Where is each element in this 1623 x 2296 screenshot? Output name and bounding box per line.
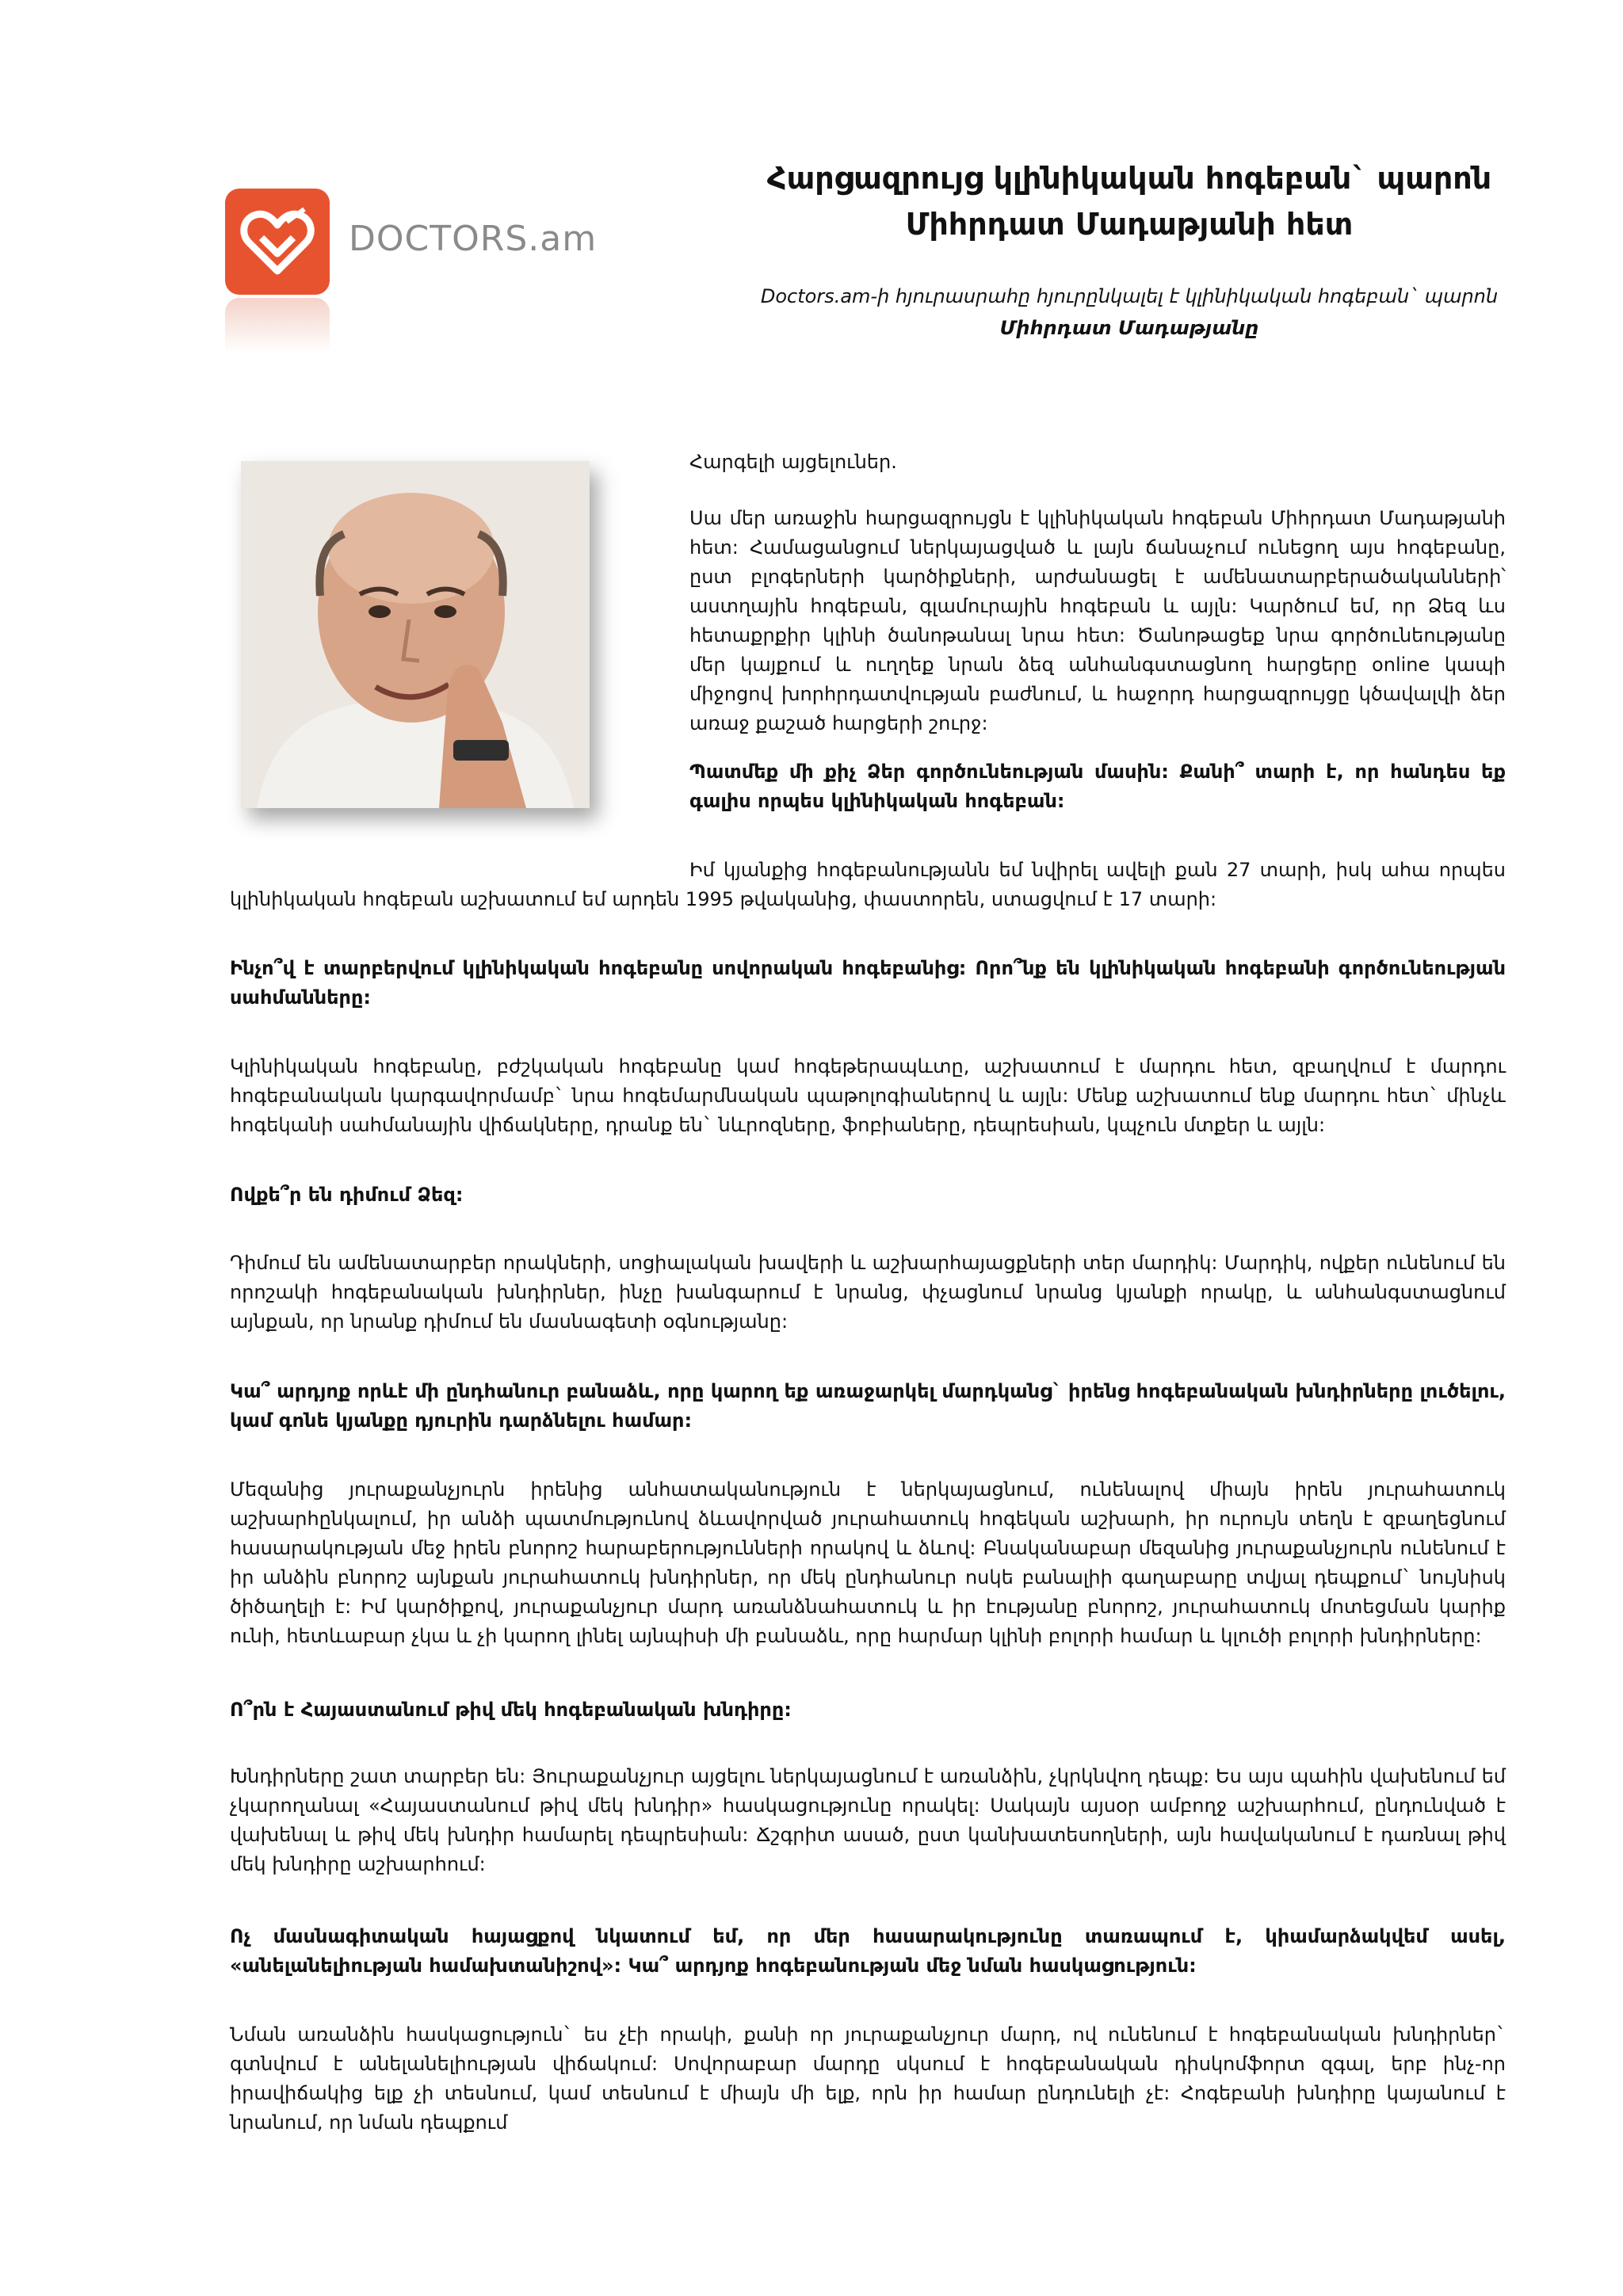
question-5: Ո՞րն է Հայաստանում թիվ մեկ հոգեբանական խնդիրը:	[230, 1699, 792, 1721]
answer-5: Խնդիրները շատ տարբեր են: Յուրաքանչյուր այցելու ներկայացնում է առանձին, չկրկնվող դեպք: Ես այս պահին վախենում եմ չկարողանալ «Հայաստանում թիվ մեկ խնդիր» հասկացությունը որակել: Սակայն այսօր ամբողջ աշխարհում, ընդունված է վախենալ և թիվ մեկ խնդիր համարել դեպրեսիան: Ճշգրիտ ասած, ըստ կանխատեսողների, այն հավականում է դառնալ թիվ մեկ խնդիրը աշխարհում:	[230, 1765, 1506, 1875]
answer-3: Դիմում են ամենատարբեր որակների, սոցիալական խավերի և աշխարհայացքների տեր մարդիկ: Մարդիկ, ովքեր ունենում են որոշակի հոգեբանական խնդիրներ, ինչը խանգարում է նրանց, փչացնում նրանց կյանքի որակը, և անհանգստացնում այնքան, որ նրանք դիմում են մասնագետի օգնությանը:	[230, 1252, 1506, 1333]
greeting-paragraph: Հարգելի այցելուներ.	[689, 451, 897, 473]
question-1: Պատմեք մի քիչ Ձեր գործունեության մասին: Քանի՞ տարի է, որ հանդես եք գալիս որպես կլինիկական հոգեբան:	[689, 761, 1506, 812]
logo-text: DOCTORS.am	[349, 219, 598, 259]
heart-logo-icon	[238, 203, 317, 282]
answer-6: Նման առանձին հասկացություն` ես չէի որակի, քանի որ յուրաքանչյուր մարդ, ով ունենում է հոգեբանական խնդիրներ` գտնվում է անելանելիության վիճակում: Սովորաբար մարդը սկսում է հոգեբանական դիսկոմֆորտ զգալ, երբ ինչ-որ իրավիճակից ելք չի տեսնում, կամ տեսնում է միայն մի ելք, որն իր համար ընդունելի չէ: Հոգեբանի խնդիրը կայանում է նրանում, որ նման դեպքում	[230, 2023, 1506, 2134]
logo-reflection	[225, 298, 330, 353]
page-subtitle	[713, 280, 1545, 344]
answer-4: Մեզանից յուրաքանչյուրն իրենից անհատականություն է ներկայացնում, ունենալով միայն իրեն յուրահատուկ աշխարհընկալում, իր անձի պատմությունով ձևավորված յուրահատուկ հոգեկան աշխարհ, իր ուրույն տեղն է զբաղեցնում հասարակության մեջ իրեն բնորոշ հարաբերությունների որակով և ձևով: Բնականաբար մեզանից յուրաքանչյուրն ունենում է իր անձին բնորոշ այնքան յուրահատուկ խնդիրներ, որ մեկ ընդհանուր ոսկե բանալիի գաղաբարը տվյալ դեպքում` նույնիսկ ծիծաղելի է: Իմ կարծիքով, յուրաքանչյուր մարդ առանձնահատուկ և իր էությանը բնորոշ, յուրահատուկ մոտեցման կարիք ունի, հետևաբար չկա և չի կարող լինել այնպիսի մի բանաձև, որը հարմար կլինի բոլորի համար և կլուծի բոլորի խնդիրները:	[230, 1478, 1506, 1647]
doctors-logo	[225, 189, 330, 295]
title-line-1: Հարցազրույց կլինիկական հոգեբան` պարոն	[766, 161, 1492, 196]
subtitle-line-2: Միհրդատ Մադաթյանը	[999, 317, 1259, 339]
page-title	[713, 155, 1545, 247]
title-line-2: Միհրդատ Մադաթյանի հետ	[905, 207, 1354, 242]
question-2: Ինչո՞վ է տարբերվում կլինիկական հոգեբանը սովորական հոգեբանից: Որո՞նք են կլինիկական հոգեբանի գործունեության սահմանները:	[230, 957, 1506, 1009]
portrait-photo	[241, 461, 590, 808]
intro-paragraph: Սա մեր առաջին հարցազրույցն է կլինիկական հոգեբան Միհրդատ Մադաթյանի հետ: Համացանցում ներկայացված և լայն ճանաչում ունեցող այս հոգեբանը, ըստ բլոգերների կարծիքների, արժանացել է ամենատարբերածականների՝ աստղային հոգեբան, գլամուրային հոգեբան և այլն: Կարծում եմ, որ Ձեզ ևս հետաքրքիր կլինի ծանոթանալ նրա հետ: Ծանոթացեք նրա գործունեությանը մեր կայքում և ուղղեք նրան ձեզ անհանգստացնող հարցերը online կապի միջոցով խորհրդատվության բաժնում, և հաջորդ հարցազրույցը կծավալվի ձեր առաջ քաշած հարցերի շուրջ:	[689, 507, 1506, 734]
portrait-illustration	[241, 461, 590, 808]
question-6: Ոչ մասնագիտական հայացքով նկատում եմ, որ մեր հասարակությունը տառապում է, կիամարձակվեմ ասել, «անելանելիության համախտանիշով»: Կա՞ արդյոք հոգեբանության մեջ նման հասկացություն:	[230, 1925, 1506, 1977]
subtitle-line-1: Doctors.am-ի հյուրասրահը հյուրընկալել է կլինիկական հոգեբան` պարոն	[760, 285, 1499, 307]
answer-2: Կլինիկական հոգեբանը, բժշկական հոգեբանը կամ հոգեթերապևտը, աշխատում է մարդու հետ, զբաղվում է մարդու հոգեբանական կարգավորմամբ` նրա հոգեմարմնական պաթոլոգիաներով և այլն: Մենք աշխատում ենք մարդու հետ` մինչև հոգեկանի սահմանային վիճակները, դրանք են` նևրոզները, ֆոբիաները, դեպրեսիան, կպչուն մտքեր և այլն:	[230, 1055, 1506, 1136]
question-3: Ովքե՞ր են դիմում Ձեզ:	[230, 1184, 464, 1206]
answer-1: Իմ կյանքից հոգեբանությանն եմ նվիրել ավելի քան 27 տարի, իսկ ահա որպես կլինիկական հոգեբան աշխատում եմ արդեն 1995 թվականից, փաստորեն, ստացվում է 17 տարի:	[230, 859, 1506, 910]
question-4: Կա՞ արդյոք որևէ մի ընդհանուր բանաձև, որը կարող եք առաջարկել մարդկանց` իրենց հոգեբանական խնդիրները լուծելու, կամ գոնե կյանքը դյուրին դարձնելու համար:	[230, 1380, 1506, 1432]
